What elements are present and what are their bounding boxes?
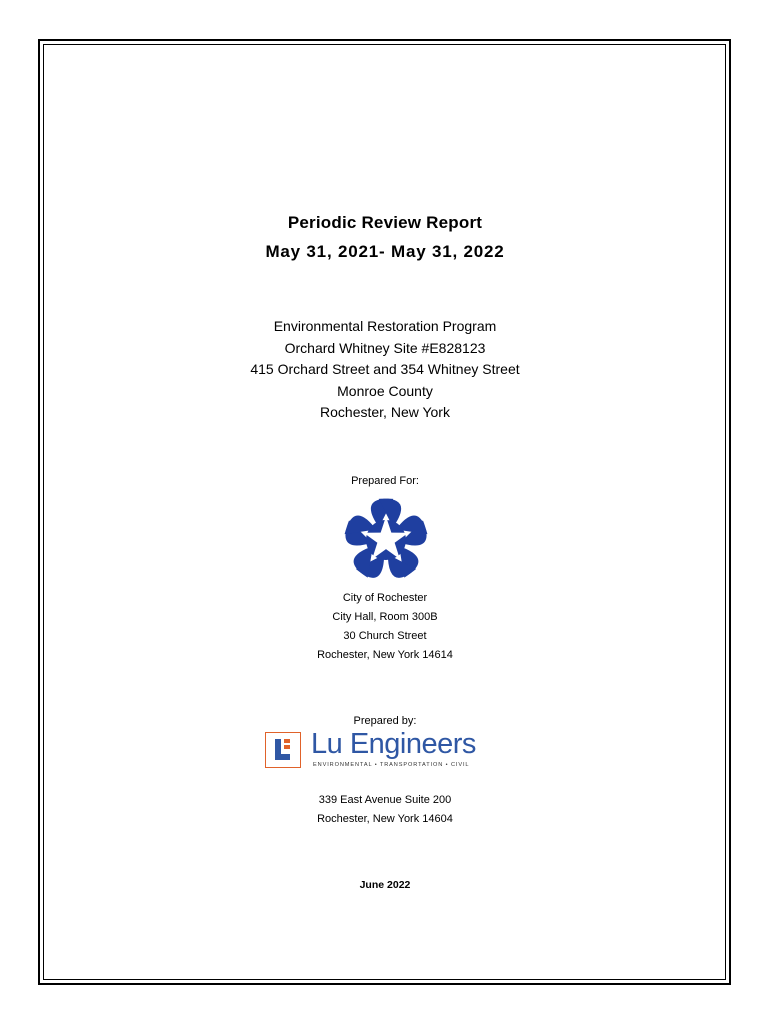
lu-engineers-logo [265, 730, 510, 772]
consultant-address [0, 791, 770, 829]
client-city-state-zip: Rochester, New York 14614 [317, 649, 453, 661]
site-county: Monroe County [337, 382, 433, 399]
site-name: Orchard Whitney Site #E828123 [284, 339, 486, 356]
client-street: 30 Church Street [343, 630, 427, 642]
site-city-state: Rochester, New York [320, 404, 450, 420]
company-name: Lu Engineers [311, 728, 476, 760]
company-tagline: ENVIRONMENTAL • TRANSPORTATION • CIVIL [313, 762, 470, 768]
consultant-city-state-zip: Rochester, New York 14604 [317, 813, 453, 825]
client-office: City Hall, Room 300B [332, 611, 438, 623]
client-name: City of Rochester [342, 592, 428, 604]
prepared-for-label: Prepared For: [351, 475, 419, 487]
client-address [0, 589, 770, 665]
report-title: Periodic Review Report [287, 213, 483, 232]
report-period: May 31, 2021- May 31, 2022 [265, 242, 505, 261]
city-of-rochester-logo [330, 490, 442, 590]
lu-engineers-mark-icon [265, 732, 301, 768]
report-date: June 2022 [359, 879, 411, 891]
prepared-by-label: Prepared by: [353, 715, 417, 727]
program-name: Environmental Restoration Program [273, 318, 497, 334]
site-address: 415 Orchard Street and 354 Whitney Street [250, 361, 520, 377]
lu-mark-glyph [266, 733, 299, 766]
consultant-street: 339 East Avenue Suite 200 [318, 794, 452, 806]
site-info [0, 316, 770, 424]
